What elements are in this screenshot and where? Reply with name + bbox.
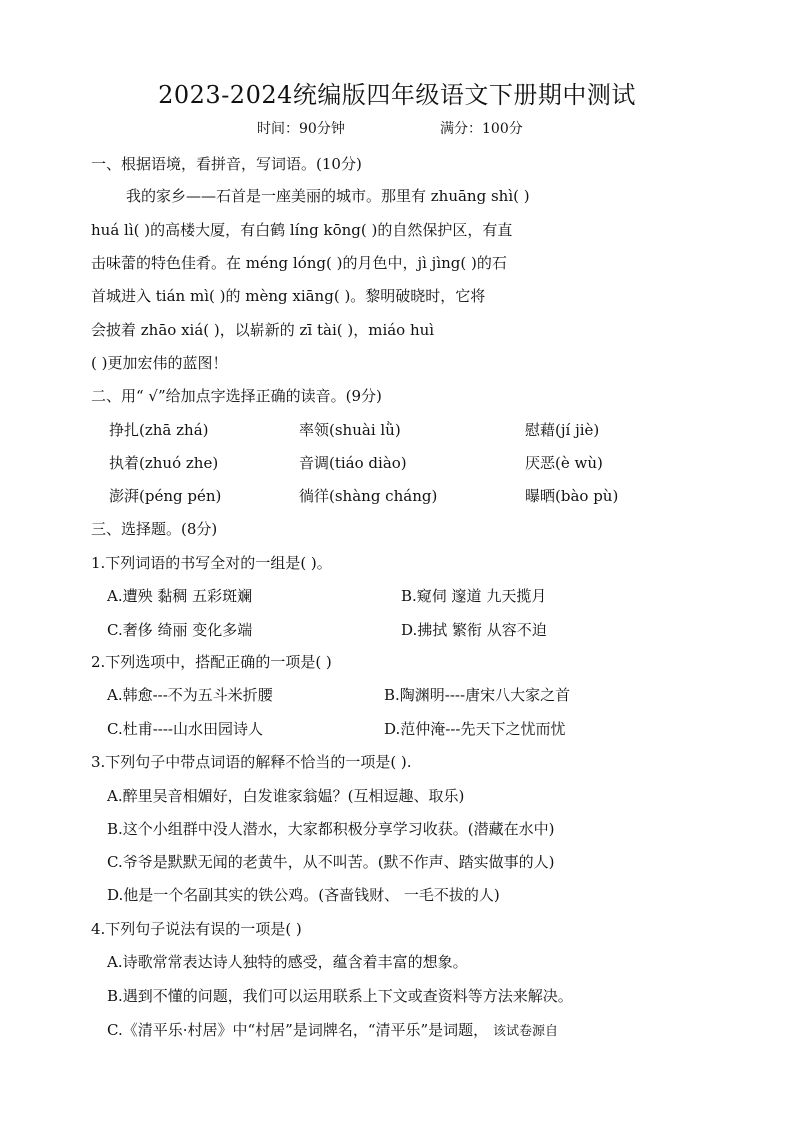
question-stem: 2.下列选项中，搭配正确的一项是( ) — [91, 653, 332, 671]
pinyin-choice: 厌恶(è wù) — [525, 454, 603, 472]
option-b: B.陶渊明----唐宋八大家之首 — [384, 686, 571, 704]
time-label: 时间：90分钟 — [257, 121, 345, 137]
option-c: C.爷爷是默默无闻的老黄牛，从不叫苦。(默不作声、踏实做事的人) — [107, 853, 555, 871]
pinyin-choice: 音调(tiáo diào) — [299, 454, 407, 472]
section3-heading: 三、选择题。(8分) — [91, 520, 218, 538]
section1-line: huá lì( )的高楼大厦，有白鹤 líng kōng( )的自然保护区，有直 — [91, 221, 513, 239]
option-a: A.醉里吴音相媚好，白发谁家翁媪？(互相逗趣、取乐) — [107, 787, 465, 805]
option-c-tail: 该试卷源自 — [492, 1024, 558, 1039]
score-label: 满分：100分 — [440, 121, 523, 137]
pinyin-choice: 执着(zhuó zhe) — [109, 454, 219, 472]
section1-line: 会披着 zhāo xiá( )，以崭新的 zī tài( )，miáo huì — [91, 321, 435, 339]
section1-line: ( )更加宏伟的蓝图！ — [91, 354, 228, 372]
pinyin-choice: 徜徉(shàng cháng) — [299, 487, 438, 505]
section1-line: 击味蕾的特色佳肴。在 méng lóng( )的月色中，jì jìng( )的石 — [91, 254, 507, 272]
option-a: A.韩愈---不为五斗米折腰 — [107, 686, 273, 704]
question-stem: 4.下列句子说法有误的一项是( ) — [91, 920, 302, 938]
option-b: B.窥伺 邃道 九天揽月 — [401, 587, 547, 605]
option-d: D.范仲淹---先天下之忧而忧 — [384, 720, 566, 738]
pinyin-choice: 率领(shuài lǜ) — [299, 421, 401, 439]
pinyin-choice: 曝晒(bào pù) — [525, 487, 619, 505]
pinyin-choice: 慰藉(jí jiè) — [525, 421, 600, 439]
pinyin-choice: 澎湃(péng pén) — [109, 487, 222, 505]
page-title: 2023-2024统编版四年级语文下册期中测试 — [158, 81, 636, 109]
option-c: C.杜甫----山水田园诗人 — [107, 720, 263, 738]
option-a: A.遭殃 黏稠 五彩斑斓 — [107, 587, 253, 605]
question-stem: 3.下列句子中带点词语的解释不恰当的一项是( ). — [91, 753, 412, 771]
option-c-text: C.《清平乐·村居》中“村居”是词牌名，“清平乐”是词题， — [107, 1021, 489, 1039]
section2-heading: 二、用“ √”给加点字选择正确的读音。(9分) — [91, 387, 382, 405]
option-b: B.这个小组群中没人潜水，大家都积极分享学习收获。(潜藏在水中) — [107, 820, 555, 838]
option-d: D.拂拭 繁衔 从容不迫 — [401, 621, 547, 639]
section1-line: 我的家乡——石首是一座美丽的城市。那里有 zhuāng shì( ) — [126, 187, 530, 205]
option-d: D.他是一个名副其实的铁公鸡。(吝啬钱财、 一毛不拔的人) — [107, 886, 500, 904]
option-b: B.遇到不懂的问题，我们可以运用联系上下文或查资料等方法来解决。 — [107, 987, 573, 1005]
section1-line: 首城进入 tián mì( )的 mèng xiāng( )。黎明破晓时，它将 — [91, 287, 486, 305]
option-c — [107, 1020, 558, 1042]
question-stem: 1.下列词语的书写全对的一组是( )。 — [91, 554, 332, 572]
option-a: A.诗歌常常表达诗人独特的感受，蕴含着丰富的想象。 — [107, 953, 468, 971]
pinyin-choice: 挣扎(zhā zhá) — [109, 421, 209, 439]
section1-heading: 一、根据语境，看拼音，写词语。(10分) — [91, 155, 362, 173]
option-c: C.奢侈 绮丽 变化多端 — [107, 621, 253, 639]
